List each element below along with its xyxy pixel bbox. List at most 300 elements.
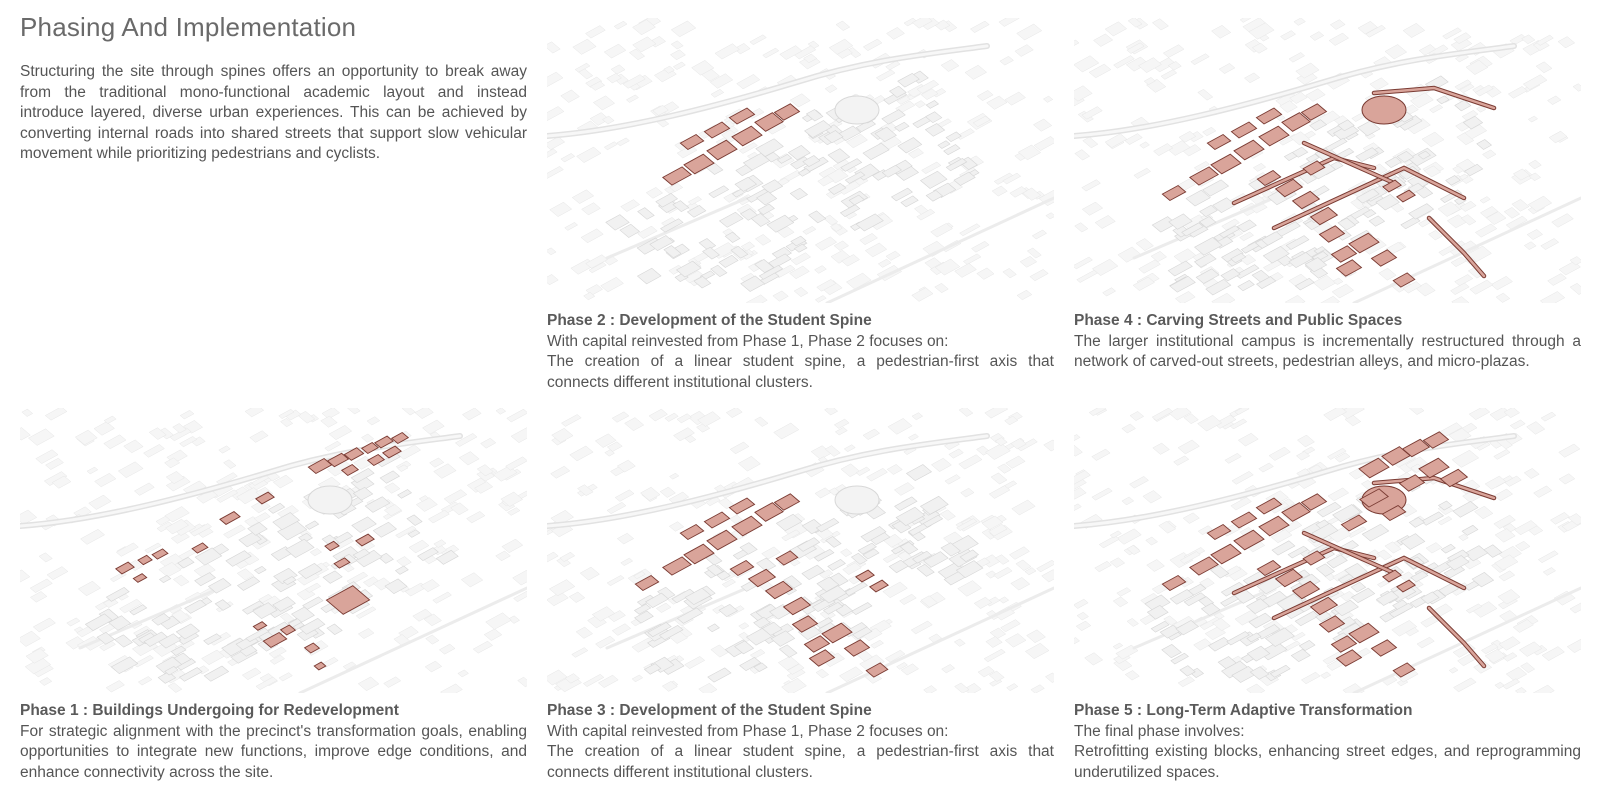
context-block [1480, 197, 1490, 204]
context-block [1259, 463, 1274, 472]
context-block [30, 579, 52, 593]
context-block [1332, 284, 1354, 298]
context-block [1020, 256, 1037, 267]
highlighted-block-student-spine-north [1234, 140, 1264, 160]
campus-block [882, 110, 905, 125]
context-block [846, 273, 871, 289]
campus-block [352, 517, 377, 533]
context-block [999, 18, 1019, 27]
context-block [844, 445, 855, 452]
context-block [1136, 239, 1154, 251]
context-block [1296, 63, 1319, 78]
phase-4-panel [1074, 18, 1581, 373]
context-block [358, 628, 374, 638]
context-block [1074, 40, 1079, 46]
phase-4-text: The larger institutional campus is incrementally restructured through a network of carved-out streets, pedestrian alleys, and micro-plazas. [1074, 332, 1581, 370]
context-block [699, 683, 717, 693]
context-block [1485, 476, 1506, 489]
context-block [397, 557, 412, 567]
context-block [1321, 296, 1340, 303]
context-block [547, 42, 560, 53]
campus-block [111, 657, 137, 674]
context-block [582, 203, 601, 215]
context-block [496, 408, 506, 414]
context-block [1235, 408, 1249, 415]
context-block [1527, 422, 1545, 435]
context-block [481, 438, 496, 448]
context-block [1074, 638, 1080, 645]
context-block [1099, 536, 1119, 548]
context-block [878, 259, 891, 267]
context-block [1043, 96, 1052, 102]
campus-block [115, 635, 133, 647]
context-block [959, 455, 982, 469]
context-block [825, 85, 837, 93]
context-block [1012, 500, 1035, 515]
context-block [561, 415, 581, 427]
context-block [416, 498, 437, 512]
context-block [409, 540, 429, 553]
context-block [941, 60, 959, 72]
context-block [865, 243, 886, 257]
context-block [1548, 274, 1567, 286]
context-block [1491, 276, 1512, 290]
context-block [886, 251, 900, 260]
context-block [1238, 433, 1258, 446]
highlighted-block-student-spine-north [1207, 525, 1230, 540]
page-title: Phasing And Implementation [20, 12, 357, 42]
context-block [511, 428, 527, 443]
context-block [841, 464, 860, 477]
context-block [1075, 150, 1090, 161]
context-block [970, 21, 989, 32]
campus-block [926, 101, 938, 109]
context-block [94, 422, 115, 436]
context-block [803, 226, 816, 234]
context-block [1559, 444, 1580, 457]
campus-block [380, 471, 399, 484]
context-block [1016, 560, 1031, 571]
context-block [1154, 144, 1173, 156]
context-block [1083, 137, 1098, 148]
context-block [1385, 45, 1407, 60]
context-block [987, 96, 1007, 109]
context-block [959, 408, 973, 417]
context-block [730, 442, 749, 454]
highlighted-block-student-spine-north [684, 154, 714, 174]
highlighted-block-student-spine-north [663, 557, 691, 575]
context-block [1113, 643, 1123, 649]
context-block [279, 673, 292, 681]
context-block [1403, 23, 1425, 37]
context-block [124, 440, 143, 453]
context-block [1426, 543, 1442, 554]
context-block [763, 48, 779, 58]
context-block [423, 420, 445, 434]
phase-5-text-2: Retrofitting existing blocks, enhancing street edges, and reprogramming underutilized spaces. [1074, 743, 1581, 781]
context-block [421, 579, 440, 591]
context-block [224, 525, 246, 538]
context-block [1011, 577, 1030, 590]
context-block [346, 408, 360, 414]
campus-block [327, 624, 342, 635]
context-block [1198, 415, 1222, 431]
context-block [625, 418, 644, 431]
context-block [1191, 54, 1209, 65]
context-block [586, 26, 606, 38]
context-block [134, 483, 154, 496]
context-block [1005, 634, 1026, 648]
context-block [1541, 412, 1556, 421]
context-block [825, 408, 838, 415]
context-block [794, 287, 808, 297]
context-block [1127, 618, 1139, 626]
context-block [607, 575, 624, 585]
context-block [915, 101, 926, 108]
campus-block [720, 212, 744, 227]
context-block [1183, 513, 1199, 524]
micro-plaza [1362, 96, 1406, 124]
context-block [1146, 537, 1158, 545]
context-block [402, 408, 415, 415]
phase-2-panel [547, 18, 1054, 393]
context-block [670, 50, 685, 60]
context-block [900, 594, 917, 604]
context-block [433, 592, 452, 603]
context-block [1074, 488, 1086, 500]
context-block [425, 661, 442, 672]
context-block [856, 467, 870, 476]
phase-5-text-1: The final phase involves: [1074, 722, 1245, 740]
context-block [496, 551, 511, 561]
context-block [601, 277, 624, 292]
context-block [965, 65, 987, 79]
context-block [977, 268, 994, 280]
context-block [1134, 168, 1151, 178]
context-block [398, 445, 421, 459]
campus-block [708, 624, 720, 632]
plaza-circle [835, 96, 879, 124]
context-block [1001, 620, 1021, 632]
campus-block [323, 571, 342, 584]
context-block [384, 677, 401, 688]
context-block [1552, 214, 1574, 228]
highlighted-block-student-spine-north [1190, 167, 1218, 185]
context-block [911, 621, 932, 634]
context-block [1015, 45, 1033, 57]
context-block [570, 446, 593, 461]
campus-block [1325, 138, 1347, 151]
context-block [935, 283, 949, 292]
context-block [1503, 653, 1517, 662]
campus-block [709, 186, 729, 198]
context-block [1198, 89, 1213, 100]
context-block [1005, 92, 1026, 105]
campus-block [1237, 220, 1256, 232]
highlighted-block-student-spine-north [707, 140, 737, 160]
phase-3-text-2: The creation of a linear student spine, a pedestrian-first axis that connects different institutional clusters. [547, 743, 1054, 781]
context-block [1122, 497, 1134, 505]
context-block [1452, 297, 1469, 304]
campus-block [238, 577, 260, 591]
context-block [1541, 239, 1559, 250]
context-block [1244, 73, 1259, 83]
context-block [815, 488, 831, 498]
campus-block [373, 522, 396, 537]
context-block [1032, 230, 1046, 239]
context-block [20, 570, 30, 583]
context-block [1294, 18, 1306, 25]
context-block [1117, 588, 1131, 597]
context-block [974, 597, 992, 608]
context-block [250, 431, 268, 443]
phase-2-title: Phase 2 : Development of the Student Spine [547, 312, 872, 329]
context-block [1269, 447, 1290, 460]
context-block [1524, 468, 1539, 478]
context-block [1240, 18, 1251, 22]
context-block [1092, 488, 1112, 500]
context-block [774, 423, 799, 439]
context-block [518, 677, 527, 687]
context-block [168, 683, 182, 693]
context-block [1125, 671, 1139, 681]
context-block [1074, 445, 1083, 457]
context-block [887, 27, 905, 39]
context-block [1543, 568, 1555, 576]
context-block [547, 166, 563, 179]
context-block [507, 409, 527, 422]
campus-block [1238, 280, 1254, 291]
campus-block [1299, 640, 1315, 650]
highlighted-block-south-east [1372, 640, 1397, 656]
context-block [1174, 456, 1189, 466]
context-block [1153, 443, 1170, 454]
context-block [1151, 251, 1167, 261]
context-block [473, 641, 492, 653]
context-block [439, 644, 455, 654]
context-block [815, 296, 826, 303]
context-block [985, 408, 1008, 418]
context-block [1077, 270, 1098, 282]
context-block [1475, 224, 1496, 237]
campus-block [1369, 216, 1385, 226]
context-block [972, 241, 990, 252]
context-block [1573, 84, 1581, 92]
highlighted-block-student-spine-north [704, 512, 729, 528]
context-block [45, 408, 67, 420]
context-block [1285, 295, 1305, 303]
context-block [547, 248, 556, 255]
highlighted-block-student-spine-north [1211, 154, 1241, 174]
highlighted-block-north-east [1441, 469, 1468, 486]
campus-block [708, 668, 731, 682]
context-block [912, 413, 923, 420]
context-block [992, 186, 1007, 196]
context-block [614, 21, 627, 29]
highlighted-block-student-spine-north [1207, 135, 1230, 150]
context-block [949, 449, 964, 458]
context-block [607, 502, 626, 513]
context-block [1118, 247, 1141, 262]
context-block [677, 414, 692, 423]
phase-4-title: Phase 4 : Carving Streets and Public Spaces [1074, 312, 1403, 329]
campus-block [699, 239, 716, 251]
context-block [1075, 223, 1088, 232]
context-block [1212, 25, 1231, 38]
context-block [617, 138, 630, 146]
context-block [325, 441, 341, 451]
context-block [1515, 541, 1530, 551]
context-block [1452, 450, 1479, 467]
campus-block [204, 666, 228, 681]
campus-block [638, 208, 655, 220]
context-block [144, 444, 165, 457]
context-block [22, 409, 33, 416]
context-block [755, 234, 771, 245]
context-block [738, 456, 760, 471]
context-block [1178, 440, 1200, 454]
context-block [612, 624, 630, 636]
context-block [977, 90, 993, 100]
context-block [138, 677, 152, 686]
context-block [1178, 677, 1195, 687]
context-block [1540, 292, 1565, 304]
context-block [755, 417, 768, 427]
context-block [561, 153, 575, 162]
context-block [20, 631, 40, 646]
context-block [750, 35, 766, 45]
campus-block [938, 141, 950, 149]
context-block [572, 648, 588, 658]
context-block [1570, 600, 1581, 613]
campus-block [1464, 546, 1487, 561]
context-block [660, 487, 675, 497]
context-block [1533, 685, 1554, 693]
context-block [1313, 275, 1336, 290]
context-block [1570, 283, 1581, 294]
phase-2-text-1: With capital reinvested from Phase 1, Phase 2 focuses on: [547, 332, 949, 350]
context-block [1330, 20, 1345, 30]
context-block [615, 490, 634, 502]
context-block [110, 572, 126, 582]
context-block [739, 623, 749, 630]
context-block [580, 567, 599, 580]
context-block [547, 552, 558, 565]
context-block [1409, 408, 1424, 415]
context-block [836, 21, 850, 31]
highlighted-block-student-spine-north [1256, 108, 1281, 124]
context-block [617, 533, 633, 544]
context-block [576, 627, 593, 638]
campus-block [1462, 525, 1478, 535]
context-block [942, 664, 955, 673]
context-block [1175, 291, 1195, 303]
context-block [569, 592, 585, 603]
phase-3-map [547, 408, 1054, 693]
phase-1-text: For strategic alignment with the precinct's transformation goals, enabling opportunities to integrate new functions, improve edge conditions, and enhance connectivity across the site. [20, 722, 527, 781]
context-block [1027, 630, 1046, 643]
context-block [547, 107, 564, 122]
context-block [1310, 32, 1324, 41]
context-block [641, 487, 661, 500]
context-block [604, 142, 617, 150]
context-block [1422, 132, 1444, 147]
context-block [646, 187, 662, 198]
context-block [1469, 408, 1490, 420]
phase-1-map [20, 408, 527, 693]
context-block [506, 457, 527, 470]
context-block [1194, 639, 1212, 651]
phase-5-map [1074, 408, 1581, 693]
context-block [459, 452, 479, 465]
context-block [1077, 612, 1089, 620]
context-block [385, 483, 400, 494]
campus-block [1362, 524, 1388, 541]
context-block [415, 408, 434, 419]
campus-block [286, 539, 314, 557]
context-block [1042, 570, 1054, 582]
context-block [670, 473, 679, 479]
context-block [462, 408, 481, 420]
context-block [444, 490, 467, 504]
context-block [1113, 597, 1128, 607]
campus-block [379, 553, 394, 563]
context-block [1030, 269, 1048, 280]
campus-block [305, 521, 318, 530]
context-block [958, 581, 982, 597]
context-block [1510, 420, 1525, 429]
context-block [1212, 293, 1235, 303]
campus-block [895, 122, 909, 131]
context-block [434, 540, 446, 548]
phase-2-map [547, 18, 1054, 303]
campus-block [407, 515, 422, 526]
context-block [991, 473, 1007, 484]
context-block [1470, 280, 1493, 294]
context-block [1536, 62, 1552, 73]
context-block [1007, 684, 1018, 691]
context-block [863, 429, 880, 440]
context-block [1494, 449, 1510, 459]
context-block [860, 233, 878, 244]
context-block [1567, 639, 1581, 653]
campus-block [901, 196, 918, 207]
context-block [428, 510, 449, 523]
campus-block [907, 465, 932, 481]
phase-1-panel [20, 408, 527, 783]
context-block [1074, 257, 1093, 269]
context-block [621, 200, 640, 212]
context-block [441, 684, 463, 693]
context-block [30, 592, 47, 603]
context-block [513, 570, 527, 585]
context-block [876, 70, 895, 81]
context-block [611, 65, 625, 74]
context-block [1494, 489, 1512, 501]
context-block [39, 553, 52, 562]
context-block [1247, 684, 1265, 693]
intro-paragraph: Structuring the site through spines offers an opportunity to break away from the traditional mono-functional academic layout and instead introduce layered, diverse urban experiences. This can be achieved by converting internal roads into shared streets that support slow vehicular movement while prioritizing pedestrians and cyclists. [20, 63, 527, 162]
campus-block [1441, 544, 1455, 553]
context-block [1370, 78, 1389, 90]
context-block [954, 639, 965, 647]
context-block [1289, 53, 1305, 63]
context-block [1548, 96, 1561, 105]
context-block [671, 21, 696, 37]
context-block [1143, 491, 1162, 504]
context-block [573, 39, 596, 54]
campus-block [1453, 501, 1478, 517]
